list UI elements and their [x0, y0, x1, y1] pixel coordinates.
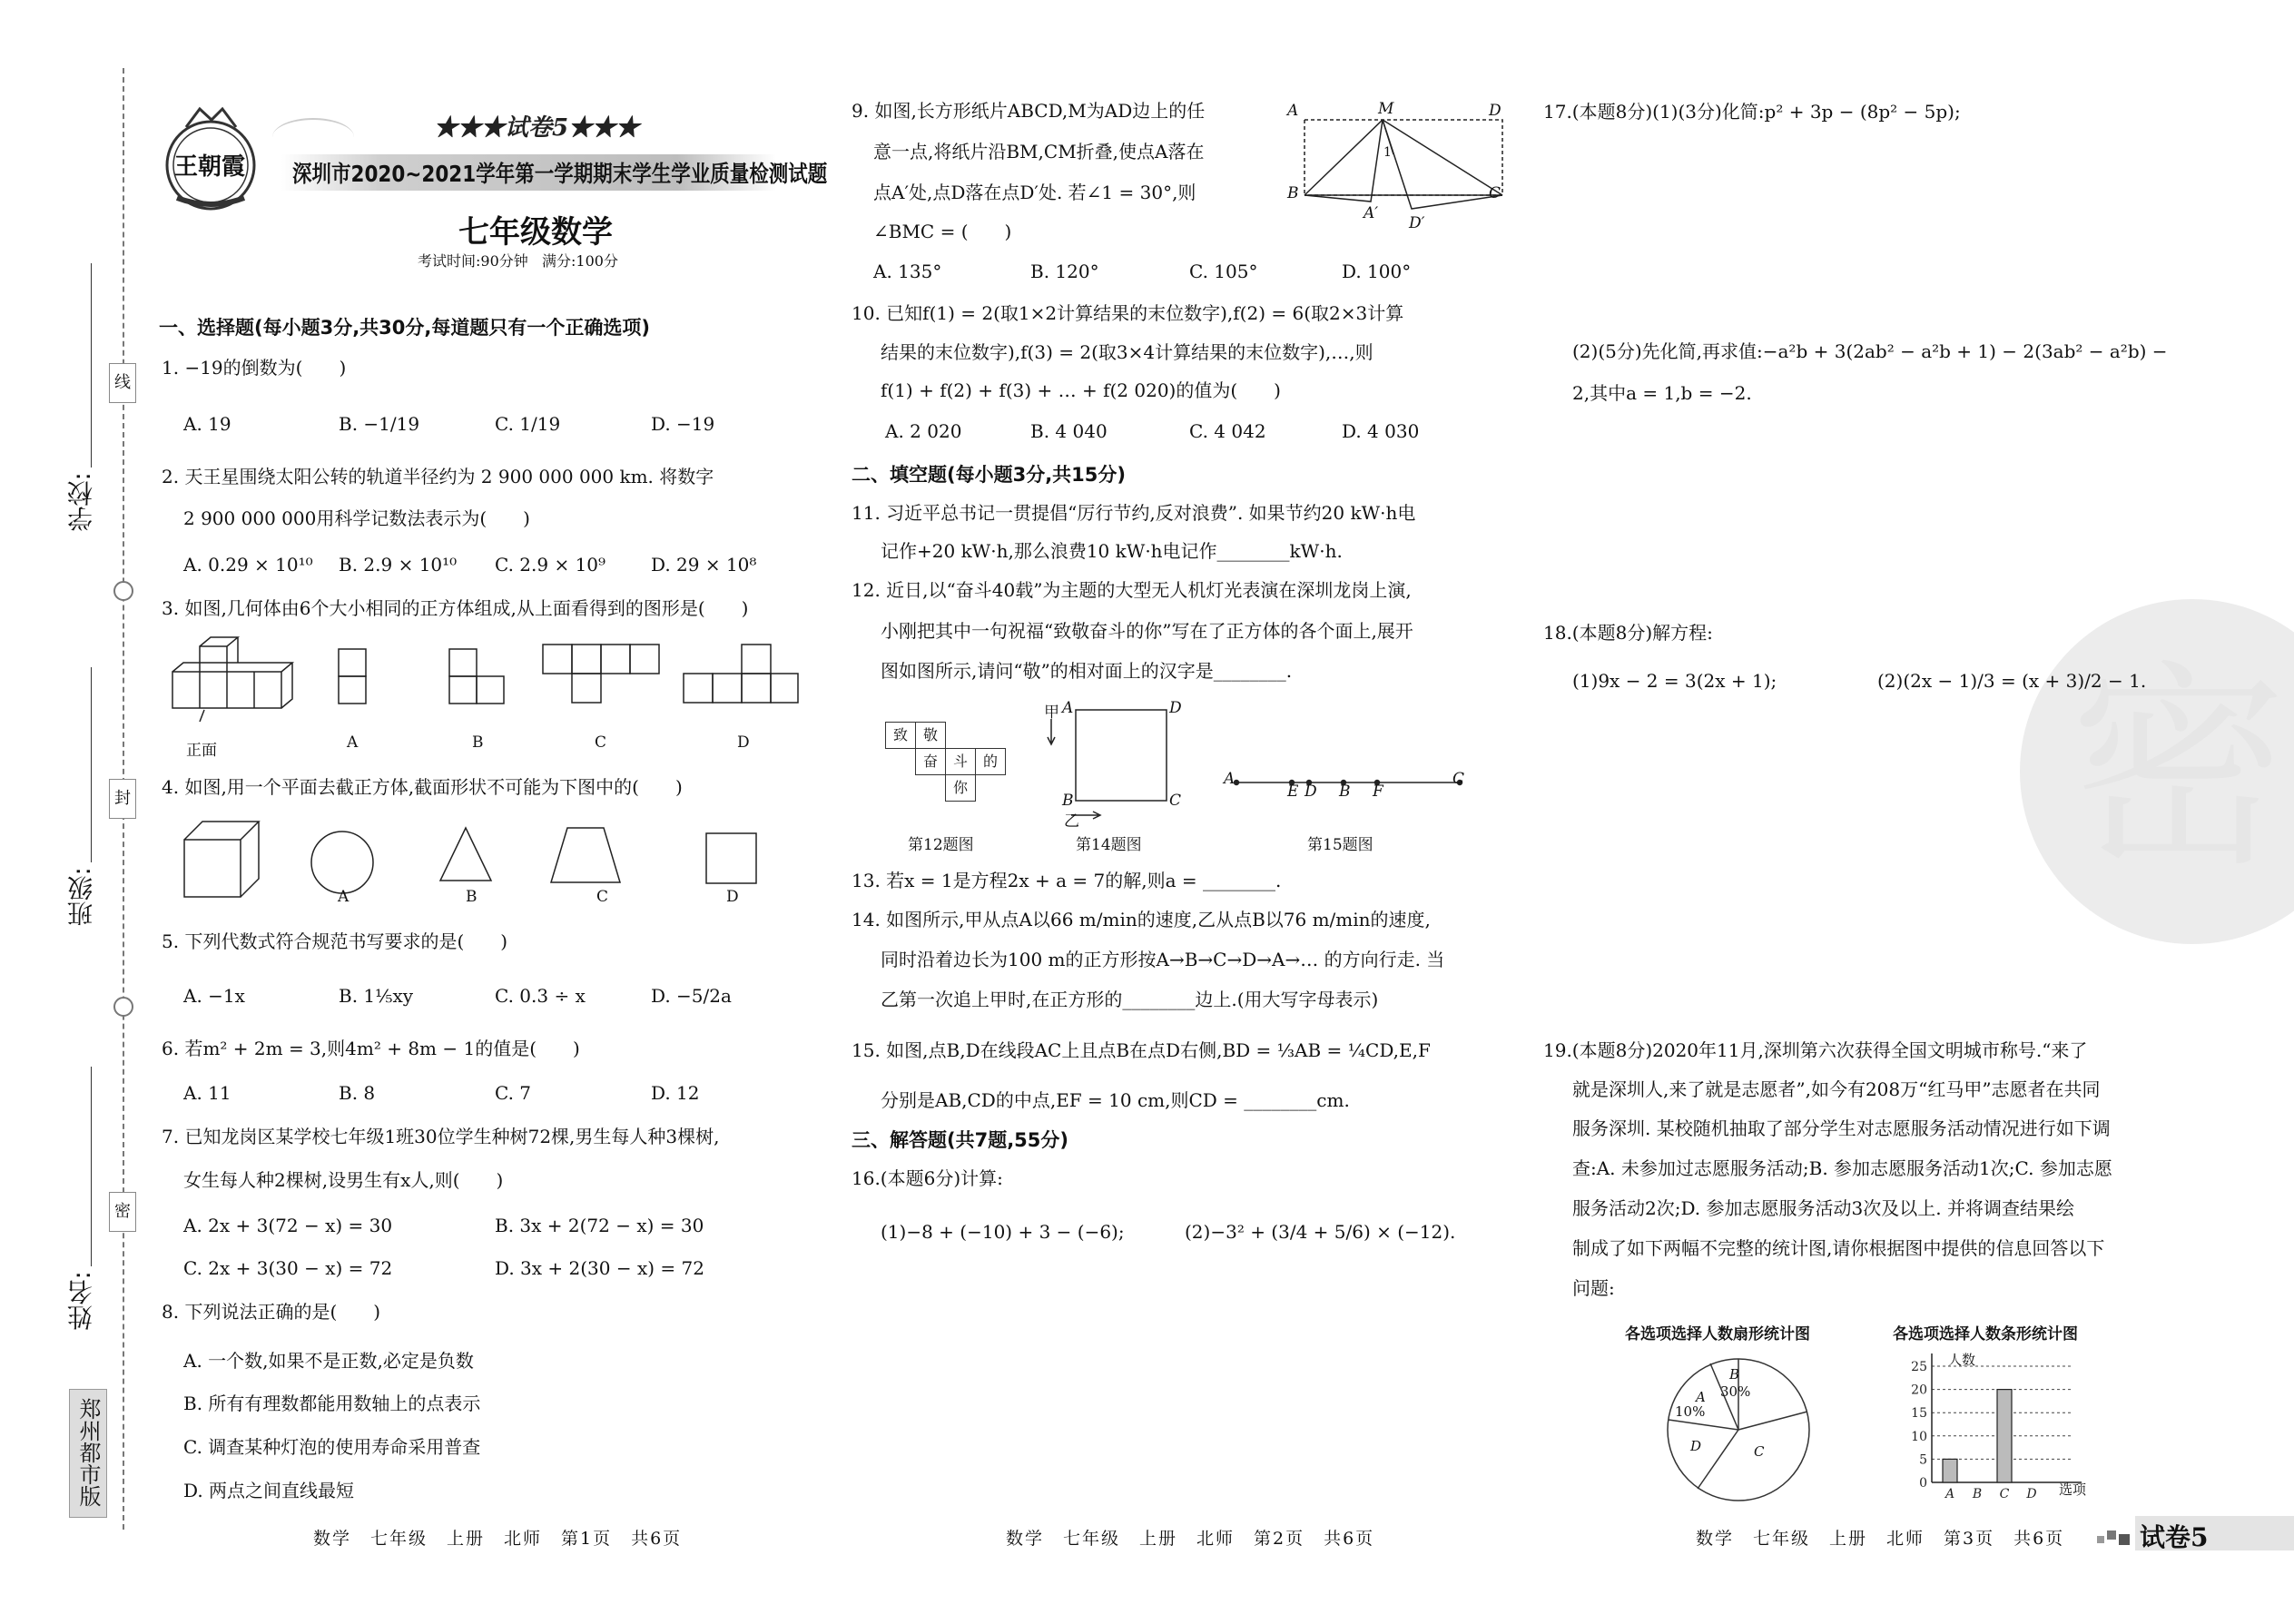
q10-line-2: 结果的末位数字),f(3) = 2(取3×4计算结果的末位数字),…,则 — [881, 341, 1373, 363]
q16-part-1: (1)−8 + (−10) + 3 − (−6); — [881, 1221, 1125, 1243]
q15-line-2: 分别是AB,CD的中点,EF = 10 cm,则CD = ________cm. — [881, 1089, 1350, 1111]
q2-opt-b[interactable]: B. 2.9 × 10¹⁰ — [339, 554, 458, 576]
section-3-title: 三、解答题(共7题,55分) — [852, 1129, 1069, 1151]
pie-chart-title: 各选项选择人数扇形统计图 — [1625, 1325, 1810, 1343]
bar-y-tick: 20 — [1911, 1383, 1927, 1398]
q19-line: 制成了如下两幅不完整的统计图,请你根据图中提供的信息回答以下 — [1572, 1237, 2105, 1259]
school-label: 学校: — [66, 472, 96, 532]
pie-label-a: A — [1696, 1389, 1706, 1405]
pie-label-b: B — [1729, 1366, 1740, 1383]
q6-opt-c[interactable]: C. 7 — [495, 1082, 532, 1104]
binding-hole-1 — [113, 581, 133, 601]
q14-line-2: 同时沿着边长为100 m的正方形按A→B→C→D→A→… 的方向行走. 当 — [881, 949, 1445, 970]
binding-hole-2 — [113, 997, 133, 1017]
q2-opt-a[interactable]: A. 0.29 × 10¹⁰ — [183, 554, 313, 576]
bar-x-tick: B — [1972, 1487, 1983, 1501]
edition-label: 郑州都市版 — [75, 1398, 101, 1507]
q1-opt-d[interactable]: D. −19 — [651, 413, 715, 435]
q8-opt-d[interactable]: D. 两点之间直线最短 — [183, 1480, 355, 1501]
q3-cap-a: A — [347, 733, 359, 752]
q4-cap-c: C — [596, 888, 609, 906]
fig15-caption: 第15题图 — [1307, 836, 1373, 854]
q2-line-1: 2. 天王星围绕太阳公转的轨道半径约为 2 900 000 000 km. 将数字 — [162, 466, 714, 487]
q2-opt-d[interactable]: D. 29 × 10⁸ — [651, 554, 757, 576]
fig14-caption: 第14题图 — [1076, 836, 1142, 854]
q7-line-1: 7. 已知龙岗区某学校七年级1班30位学生种树72棵,男生每人种3棵树, — [162, 1126, 720, 1147]
q9-opt-d[interactable]: D. 100° — [1342, 261, 1412, 282]
q11-line-1: 11. 习近平总书记一贯提倡“厉行节约,反对浪费”. 如果节约20 kW·h电 — [852, 502, 1416, 524]
class-label: 班级: — [66, 867, 96, 927]
q18-part-1: (1)9x − 2 = 3(2x + 1); — [1572, 670, 1777, 692]
exam-number: ★★★试卷5★★★ — [434, 114, 640, 142]
q9-label-m: M — [1378, 100, 1394, 118]
bar-y-tick: 0 — [1919, 1476, 1927, 1491]
q4-cap-d: D — [726, 888, 739, 906]
q5-opt-d[interactable]: D. −5/2a — [651, 985, 732, 1007]
bar-C — [1997, 1390, 2012, 1482]
q9-label-b: B — [1287, 184, 1299, 202]
q12-net — [885, 722, 1012, 803]
q5-opt-a[interactable]: A. −1x — [183, 985, 245, 1007]
q3-cap-b: B — [472, 733, 484, 752]
q7-opt-b[interactable]: B. 3x + 2(72 − x) = 30 — [495, 1215, 704, 1236]
bar-x-tick: C — [1999, 1487, 2010, 1501]
q10-opt-b[interactable]: B. 4 040 — [1030, 420, 1108, 442]
q9-line-2: 意一点,将纸片沿BM,CM折叠,使点A落在 — [873, 141, 1205, 162]
q2-line-2: 2 900 000 000用科学记数法表示为( ) — [183, 507, 530, 529]
footer-page-2: 数学 七年级 上册 北师 第2页 共6页 — [1006, 1529, 1375, 1549]
q1-opt-c[interactable]: C. 1/19 — [495, 413, 561, 435]
q9-line-4: ∠BMC = ( ) — [873, 221, 1012, 242]
footer-page-3: 数学 七年级 上册 北师 第3页 共6页 — [1696, 1529, 2065, 1549]
pie-label-c: C — [1754, 1443, 1765, 1460]
q15-figure — [1226, 772, 1480, 799]
q9-label-d: D — [1489, 102, 1501, 120]
bar-y-tick: 15 — [1911, 1406, 1927, 1422]
q5-text: 5. 下列代数式符合规范书写要求的是( ) — [162, 930, 508, 952]
q14-label-d: D — [1169, 699, 1182, 717]
q14-line-1: 14. 如图所示,甲从点A以66 m/min的速度,乙从点B以76 m/min的速度, — [852, 909, 1431, 930]
bar-x-label: 选项 — [2059, 1481, 2087, 1498]
q9-line-3: 点A′处,点D落在点D′处. 若∠1 = 30°,则 — [873, 182, 1196, 203]
pie-label-b-pct: 30% — [1720, 1383, 1751, 1400]
q10-opt-a[interactable]: A. 2 020 — [885, 420, 962, 442]
pie-label-a-pct: 10% — [1675, 1403, 1706, 1420]
q8-opt-c[interactable]: C. 调查某种灯泡的使用寿命采用普查 — [183, 1436, 481, 1458]
q6-text: 6. 若m² + 2m = 3,则4m² + 8m − 1的值是( ) — [162, 1038, 580, 1059]
q18-text: 18.(本题8分)解方程: — [1543, 622, 1713, 644]
q15-line-1: 15. 如图,点B,D在线段AC上且点B在点D右侧,BD = ⅓AB = ¼CD,E,F — [852, 1039, 1431, 1061]
net-cell: 的 — [975, 748, 1006, 775]
watermark-char: 密 — [2069, 642, 2289, 896]
q7-line-2: 女生每人种2棵树,设男生有x人,则( ) — [183, 1169, 504, 1191]
q15-label-a: A — [1224, 770, 1236, 788]
q5-opt-b[interactable]: B. 1⅕xy — [339, 985, 414, 1007]
fig12-caption: 第12题图 — [908, 836, 974, 854]
q19-line: 服务深圳. 某校随机抽取了部分学生对志愿服务活动情况进行如下调 — [1572, 1117, 2111, 1139]
q3-text: 3. 如图,几何体由6个大小相同的正方体组成,从上面看得到的图形是( ) — [162, 597, 749, 619]
q3-cap-d: D — [737, 733, 750, 752]
q14-label-b: B — [1062, 792, 1074, 810]
q5-opt-c[interactable]: C. 0.3 ÷ x — [495, 985, 586, 1007]
q15-label-f: F — [1373, 782, 1383, 801]
bar-y-label: 人数 — [1948, 1352, 1976, 1368]
q9-label-d-prime: D′ — [1409, 214, 1425, 232]
bar-y-tick: 25 — [1911, 1360, 1927, 1374]
q9-label-a: A — [1287, 102, 1299, 120]
net-cell: 敬 — [915, 722, 946, 749]
net-cell: 奋 — [915, 748, 946, 775]
q7-opt-a[interactable]: A. 2x + 3(72 − x) = 30 — [183, 1215, 393, 1236]
pie-label-d: D — [1690, 1438, 1702, 1454]
net-cell: 你 — [945, 774, 976, 802]
binding-mark-3: 密 — [109, 1192, 136, 1232]
subject-title: 七年级数学 — [458, 214, 613, 251]
bar-A — [1943, 1459, 1957, 1482]
q6-opt-b[interactable]: B. 8 — [339, 1082, 376, 1104]
q15-label-e: E — [1287, 782, 1299, 801]
exam-title: 深圳市2020~2021学年第一学期期末学生学业质量检测试题 — [292, 161, 828, 187]
q9-opt-c[interactable]: C. 105° — [1189, 261, 1258, 282]
name-label: 姓名: — [66, 1271, 96, 1331]
net-cell: 斗 — [945, 748, 976, 775]
name-field[interactable] — [91, 1067, 92, 1266]
q1-opt-a[interactable]: A. 19 — [183, 413, 231, 435]
q9-opt-b[interactable]: B. 120° — [1030, 261, 1099, 282]
q16-part-2: (2)−3² + (3/4 + 5/6) × (−12). — [1185, 1221, 1456, 1243]
q11-line-2: 记作+20 kW·h,那么浪费10 kW·h电记作________kW·h. — [881, 540, 1343, 562]
q17-part-2-line-2: 2,其中a = 1,b = −2. — [1572, 382, 1752, 404]
q16-text: 16.(本题6分)计算: — [852, 1167, 1003, 1189]
bar-x-tick: D — [2026, 1487, 2037, 1501]
q15-label-c: C — [1452, 770, 1465, 788]
binding-mark-2: 封 — [109, 779, 136, 819]
q9-label-c: C — [1489, 184, 1501, 202]
exam-badge-label: 试卷5 — [2140, 1522, 2209, 1552]
q4-cap-b: B — [466, 888, 478, 906]
binding-mark-1: 线 — [109, 363, 136, 403]
watermark-seal — [2020, 581, 2294, 962]
q12-line-3: 图如图所示,请问“敬”的相对面上的汉字是________. — [881, 660, 1293, 682]
q14-label-c: C — [1169, 792, 1182, 810]
q4-cap-a: A — [338, 888, 350, 906]
q9-label-a-prime: A′ — [1364, 204, 1379, 222]
q6-opt-d[interactable]: D. 12 — [651, 1082, 700, 1104]
ribbon-decoration — [272, 118, 354, 156]
section-2-title: 二、填空题(每小题3分,共15分) — [852, 464, 1127, 486]
q14-label-a: A — [1062, 699, 1074, 717]
badge-squares — [2097, 1527, 2133, 1545]
q12-line-1: 12. 近日,以“奋斗40载”为主题的大型无人机灯光表演在深圳龙岗上演, — [852, 579, 1412, 601]
q19-line: 19.(本题8分)2020年11月,深圳第六次获得全国文明城市称号.“来了 — [1543, 1039, 2088, 1061]
q2-opt-c[interactable]: C. 2.9 × 10⁹ — [495, 554, 606, 576]
exam-meta: 考试时间:90分钟 满分:100分 — [418, 252, 618, 270]
q1-text: 1. −19的倒数为( ) — [162, 357, 347, 379]
q3-cap-front: 正面 — [186, 742, 217, 760]
q3-cap-c: C — [595, 733, 607, 752]
q9-line-1: 9. 如图,长方形纸片ABCD,M为AD边上的任 — [852, 100, 1206, 122]
q6-opt-a[interactable]: A. 11 — [183, 1082, 231, 1104]
q14-label-yi: 乙 — [1064, 812, 1079, 831]
q12-line-2: 小刚把其中一句祝福“致敬奋斗的你”写在了正方体的各个面上,展开 — [881, 620, 1413, 642]
bar-y-tick: 10 — [1911, 1429, 1927, 1444]
footer-page-1: 数学 七年级 上册 北师 第1页 共6页 — [313, 1529, 683, 1549]
class-field[interactable] — [91, 667, 92, 862]
bar-y-tick: 5 — [1919, 1452, 1927, 1468]
school-field[interactable] — [91, 263, 92, 468]
q14-label-jia: 甲 — [1044, 704, 1059, 722]
q7-opt-d[interactable]: D. 3x + 2(30 − x) = 72 — [495, 1257, 704, 1279]
q3-figures — [163, 635, 799, 726]
q19-line: 服务活动2次;D. 参加志愿服务活动3次及以上. 并将调查结果绘 — [1572, 1197, 2074, 1219]
bar-x-tick: A — [1944, 1487, 1955, 1501]
q15-label-d: D — [1305, 782, 1317, 801]
q10-line-3: f(1) + f(2) + f(3) + … + f(2 020)的值为( ) — [881, 379, 1281, 401]
q8-opt-b[interactable]: B. 所有有理数都能用数轴上的点表示 — [183, 1393, 481, 1414]
q9-opt-a[interactable]: A. 135° — [873, 261, 942, 282]
brand-name: 王朝霞 — [174, 153, 246, 181]
q18-part-2: (2)(2x − 1)/3 = (x + 3)/2 − 1. — [1877, 670, 2147, 692]
q10-line-1: 10. 已知f(1) = 2(取1×2计算结果的末位数字),f(2) = 6(取2×3计算 — [852, 302, 1404, 324]
q8-opt-a[interactable]: A. 一个数,如果不是正数,必定是负数 — [183, 1350, 474, 1372]
section-1-title: 一、选择题(每小题3分,共30分,每道题只有一个正确选项) — [159, 317, 650, 339]
q1-opt-b[interactable]: B. −1/19 — [339, 413, 420, 435]
q17-part-1: 17.(本题8分)(1)(3分)化简:p² + 3p − (8p² − 5p); — [1543, 101, 1961, 123]
q4-text: 4. 如图,用一个平面去截正方体,截面形状不可能为下图中的( ) — [162, 776, 683, 798]
q10-opt-d[interactable]: D. 4 030 — [1342, 420, 1420, 442]
q19-line: 就是深圳人,来了就是志愿者”,如今有208万“红马甲”志愿者在共同 — [1572, 1078, 2101, 1100]
q15-label-b: B — [1339, 782, 1351, 801]
q7-opt-c[interactable]: C. 2x + 3(30 − x) = 72 — [183, 1257, 393, 1279]
q9-figure — [1285, 100, 1507, 236]
q13-text: 13. 若x = 1是方程2x + a = 7的解,则a = ________. — [852, 870, 1282, 891]
q9-label-angle-1: 1 — [1383, 145, 1392, 160]
q19-line: 问题: — [1572, 1277, 1615, 1299]
bar-chart-title: 各选项选择人数条形统计图 — [1893, 1325, 2078, 1343]
net-cell: 致 — [885, 722, 916, 749]
q19-line: 查:A. 未参加过志愿服务活动;B. 参加志愿服务活动1次;C. 参加志愿 — [1572, 1157, 2112, 1179]
q17-part-2-line-1: (2)(5分)先化简,再求值:−a²b + 3(2ab² − a²b + 1) − 2(3ab² − a²b) − — [1572, 340, 2168, 362]
q8-text: 8. 下列说法正确的是( ) — [162, 1301, 381, 1323]
q10-opt-c[interactable]: C. 4 042 — [1189, 420, 1266, 442]
q14-line-3: 乙第一次追上甲时,在正方形的________边上.(用大写字母表示) — [881, 989, 1379, 1010]
